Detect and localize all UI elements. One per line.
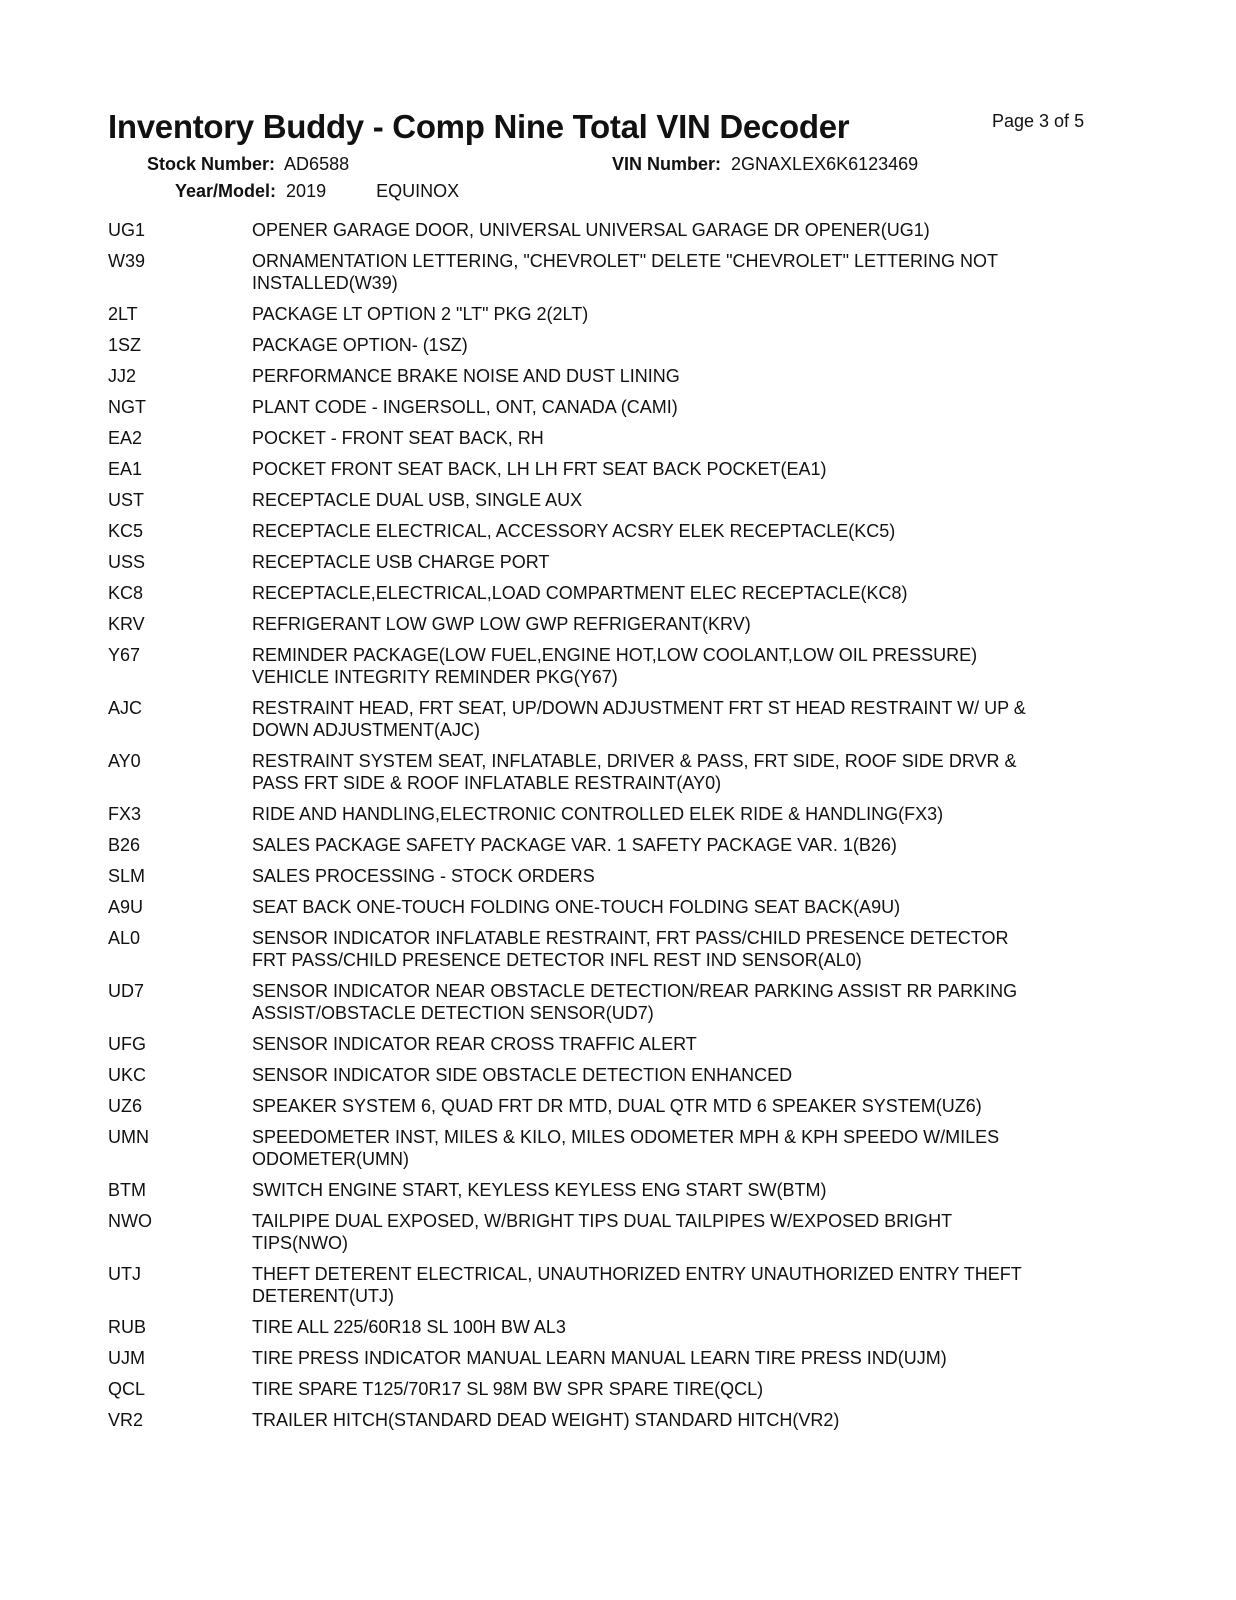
- option-code: UST: [108, 490, 144, 510]
- option-row: [108, 427, 1118, 458]
- option-code: KC8: [108, 583, 144, 603]
- option-row: [108, 520, 1118, 551]
- option-code: UZ6: [108, 1096, 143, 1116]
- option-description: POCKET - FRONT SEAT BACK, RH: [252, 428, 544, 448]
- stock-number-value: AD6588: [284, 154, 350, 174]
- vin-number-label: VIN Number:: [612, 154, 722, 174]
- option-row: [108, 489, 1118, 520]
- option-code: QCL: [108, 1379, 146, 1399]
- option-code: AJC: [108, 698, 143, 718]
- option-row: [108, 613, 1118, 644]
- option-description: RECEPTACLE,ELECTRICAL,LOAD COMPARTMENT ELEC RECEPTACLE(KC8): [252, 583, 908, 603]
- option-description: RECEPTACLE ELECTRICAL, ACCESSORY ACSRY ELEK RECEPTACLE(KC5): [252, 521, 896, 541]
- option-description: SENSOR INDICATOR INFLATABLE RESTRAINT, FRT PASS/CHILD PRESENCE DETECTOR FRT PASS/CHILD PRESENCE DETECTOR INFL REST IND SENSOR(AL0): [252, 928, 1009, 970]
- option-code: UMN: [108, 1127, 149, 1147]
- option-row: [108, 219, 1118, 250]
- option-code: NGT: [108, 397, 146, 417]
- option-description: SENSOR INDICATOR SIDE OBSTACLE DETECTION ENHANCED: [252, 1065, 793, 1085]
- option-row: [108, 365, 1118, 396]
- option-description: SENSOR INDICATOR NEAR OBSTACLE DETECTION/REAR PARKING ASSIST RR PARKING ASSIST/OBSTACLE DETECTION SENSOR(UD7): [252, 981, 1018, 1023]
- option-description: TIRE ALL 225/60R18 SL 100H BW AL3: [252, 1317, 566, 1337]
- stock-number-label: Stock Number:: [147, 154, 276, 174]
- option-description: TRAILER HITCH(STANDARD DEAD WEIGHT) STANDARD HITCH(VR2): [252, 1410, 840, 1430]
- option-row: [108, 697, 1118, 750]
- option-description: SPEAKER SYSTEM 6, QUAD FRT DR MTD, DUAL QTR MTD 6 SPEAKER SYSTEM(UZ6): [252, 1096, 982, 1116]
- option-code-list: [108, 219, 1118, 1440]
- option-row: [108, 1179, 1118, 1210]
- option-code: UFG: [108, 1034, 146, 1054]
- option-row: [108, 1126, 1118, 1179]
- option-description: POCKET FRONT SEAT BACK, LH LH FRT SEAT BACK POCKET(EA1): [252, 459, 827, 479]
- option-code: UTJ: [108, 1264, 141, 1284]
- option-description: ORNAMENTATION LETTERING, "CHEVROLET" DELETE "CHEVROLET" LETTERING NOT INSTALLED(W39): [252, 251, 998, 293]
- option-row: [108, 458, 1118, 489]
- option-description: REFRIGERANT LOW GWP LOW GWP REFRIGERANT(KRV): [252, 614, 751, 634]
- option-row: [108, 1316, 1118, 1347]
- option-row: [108, 750, 1118, 803]
- option-description: TIRE PRESS INDICATOR MANUAL LEARN MANUAL LEARN TIRE PRESS IND(UJM): [252, 1348, 947, 1368]
- option-code: UJM: [108, 1348, 145, 1368]
- option-code: UD7: [108, 981, 145, 1001]
- option-description: TIRE SPARE T125/70R17 SL 98M BW SPR SPARE TIRE(QCL): [252, 1379, 764, 1399]
- option-row: [108, 1347, 1118, 1378]
- option-row: [108, 1378, 1118, 1409]
- option-code: A9U: [108, 897, 144, 917]
- option-row: [108, 250, 1118, 303]
- document-title: Inventory Buddy - Comp Nine Total VIN Decoder: [108, 108, 850, 145]
- option-code: 2LT: [108, 304, 138, 324]
- option-code: BTM: [108, 1180, 146, 1200]
- option-description: RESTRAINT HEAD, FRT SEAT, UP/DOWN ADJUSTMENT FRT ST HEAD RESTRAINT W/ UP & DOWN ADJUSTMENT(AJC): [252, 698, 1026, 740]
- option-description: OPENER GARAGE DOOR, UNIVERSAL UNIVERSAL GARAGE DR OPENER(UG1): [252, 220, 930, 240]
- option-code: KC5: [108, 521, 144, 541]
- option-code: 1SZ: [108, 335, 142, 355]
- page-number: Page 3 of 5: [992, 111, 1085, 131]
- option-description: RECEPTACLE DUAL USB, SINGLE AUX: [252, 490, 583, 510]
- option-description: SENSOR INDICATOR REAR CROSS TRAFFIC ALERT: [252, 1034, 697, 1054]
- option-row: [108, 927, 1118, 980]
- option-code: UKC: [108, 1065, 147, 1085]
- option-row: [108, 303, 1118, 334]
- option-description: RESTRAINT SYSTEM SEAT, INFLATABLE, DRIVER & PASS, FRT SIDE, ROOF SIDE DRVR & PASS FRT SIDE & ROOF INFLATABLE RESTRAINT(AY0): [252, 751, 1017, 793]
- option-code: AY0: [108, 751, 141, 771]
- option-code: NWO: [108, 1211, 152, 1231]
- option-code: W39: [108, 251, 146, 271]
- year-value: 2019: [286, 181, 327, 201]
- option-description: SPEEDOMETER INST, MILES & KILO, MILES ODOMETER MPH & KPH SPEEDO W/MILES ODOMETER(UMN): [252, 1127, 1000, 1169]
- option-code: RUB: [108, 1317, 147, 1337]
- option-row: [108, 396, 1118, 427]
- option-row: [108, 1033, 1118, 1064]
- option-code: FX3: [108, 804, 142, 824]
- option-row: [108, 1095, 1118, 1126]
- stock-number: [147, 154, 349, 175]
- option-code: B26: [108, 835, 141, 855]
- option-code: UG1: [108, 220, 146, 240]
- option-row: [108, 834, 1118, 865]
- model-value: EQUINOX: [376, 181, 460, 201]
- option-code: Y67: [108, 645, 141, 665]
- option-description: SEAT BACK ONE-TOUCH FOLDING ONE-TOUCH FOLDING SEAT BACK(A9U): [252, 897, 901, 917]
- option-row: [108, 803, 1118, 834]
- option-code: KRV: [108, 614, 145, 634]
- option-code: AL0: [108, 928, 141, 948]
- option-code: EA2: [108, 428, 143, 448]
- option-description: PACKAGE OPTION- (1SZ): [252, 335, 468, 355]
- option-code: SLM: [108, 866, 146, 886]
- option-description: PERFORMANCE BRAKE NOISE AND DUST LINING: [252, 366, 680, 386]
- option-row: [108, 582, 1118, 613]
- option-row: [108, 1409, 1118, 1440]
- option-description: RIDE AND HANDLING,ELECTRONIC CONTROLLED ELEK RIDE & HANDLING(FX3): [252, 804, 944, 824]
- option-row: [108, 1210, 1118, 1263]
- option-description: RECEPTACLE USB CHARGE PORT: [252, 552, 550, 572]
- option-row: [108, 334, 1118, 365]
- option-description: SWITCH ENGINE START, KEYLESS KEYLESS ENG START SW(BTM): [252, 1180, 827, 1200]
- option-description: SALES PACKAGE SAFETY PACKAGE VAR. 1 SAFETY PACKAGE VAR. 1(B26): [252, 835, 897, 855]
- option-description: PLANT CODE - INGERSOLL, ONT, CANADA (CAMI): [252, 397, 678, 417]
- option-row: [108, 644, 1118, 697]
- option-row: [108, 896, 1118, 927]
- option-code: JJ2: [108, 366, 137, 386]
- vin-number-value: 2GNAXLEX6K6123469: [731, 154, 919, 174]
- vin-number: [612, 154, 918, 175]
- option-row: [108, 865, 1118, 896]
- option-code: VR2: [108, 1410, 144, 1430]
- option-description: SALES PROCESSING - STOCK ORDERS: [252, 866, 595, 886]
- option-row: [108, 551, 1118, 582]
- year-model-label: Year/Model:: [175, 181, 277, 201]
- option-description: TAILPIPE DUAL EXPOSED, W/BRIGHT TIPS DUAL TAILPIPES W/EXPOSED BRIGHT TIPS(NWO): [252, 1211, 953, 1253]
- year-model: [175, 181, 459, 202]
- option-description: THEFT DETERENT ELECTRICAL, UNAUTHORIZED ENTRY UNAUTHORIZED ENTRY THEFT DETERENT(UTJ): [252, 1264, 1022, 1306]
- option-description: PACKAGE LT OPTION 2 "LT" PKG 2(2LT): [252, 304, 589, 324]
- option-row: [108, 1064, 1118, 1095]
- option-description: REMINDER PACKAGE(LOW FUEL,ENGINE HOT,LOW COOLANT,LOW OIL PRESSURE) VEHICLE INTEGRITY REMINDER PKG(Y67): [252, 645, 978, 687]
- option-code: USS: [108, 552, 146, 572]
- option-code: EA1: [108, 459, 143, 479]
- option-row: [108, 1263, 1118, 1316]
- option-row: [108, 980, 1118, 1033]
